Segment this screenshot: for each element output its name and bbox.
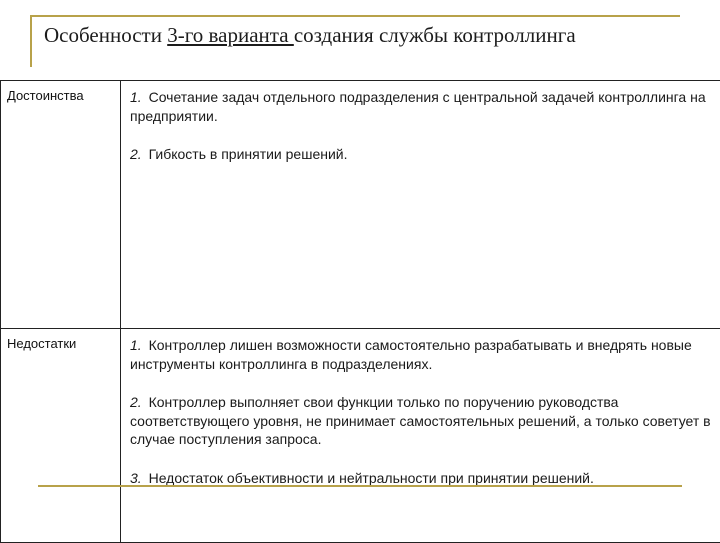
item-text: Гибкость в принятии решений. [149, 146, 348, 162]
item-text: Недостаток объективности и нейтральности при принятии решений. [149, 470, 594, 486]
list-item [130, 393, 713, 449]
left-decorative-line [30, 15, 32, 67]
title-part1: Особенности [44, 23, 167, 47]
item-text: Контроллер лишен возможности самостоятельно разрабатывать и внедрять новые инструменты контроллинга в подразделениях. [130, 337, 692, 372]
title-part2: создания службы контроллинга [294, 23, 576, 47]
item-number: 2. [130, 394, 142, 410]
title-underlined: 3-го варианта [167, 23, 294, 47]
list-item [130, 145, 713, 164]
item-number: 2. [130, 146, 142, 162]
table-row-disadvantages [1, 329, 720, 543]
row-label-disadvantages: Недостатки [1, 329, 121, 543]
row-label-advantages: Достоинства [1, 81, 121, 329]
item-text: Сочетание задач отдельного подразделения с центральной задачей контроллинга на предприятии. [130, 89, 706, 124]
table-row-advantages [1, 81, 720, 329]
list-item [130, 88, 713, 125]
top-decorative-line [30, 15, 680, 17]
item-number: 1. [130, 337, 142, 353]
list-item [130, 336, 713, 373]
item-number: 3. [130, 470, 142, 486]
disadvantages-list [121, 329, 720, 543]
page-title [44, 22, 704, 48]
item-text: Контроллер выполняет свои функции только по поручению руководства соответствующего уровня, не принимает самостоятельных решений, а только советует в случае поступления запроса. [130, 394, 711, 447]
bottom-decorative-line [38, 485, 682, 487]
comparison-table [0, 80, 720, 543]
advantages-list [121, 81, 720, 329]
item-number: 1. [130, 89, 142, 105]
